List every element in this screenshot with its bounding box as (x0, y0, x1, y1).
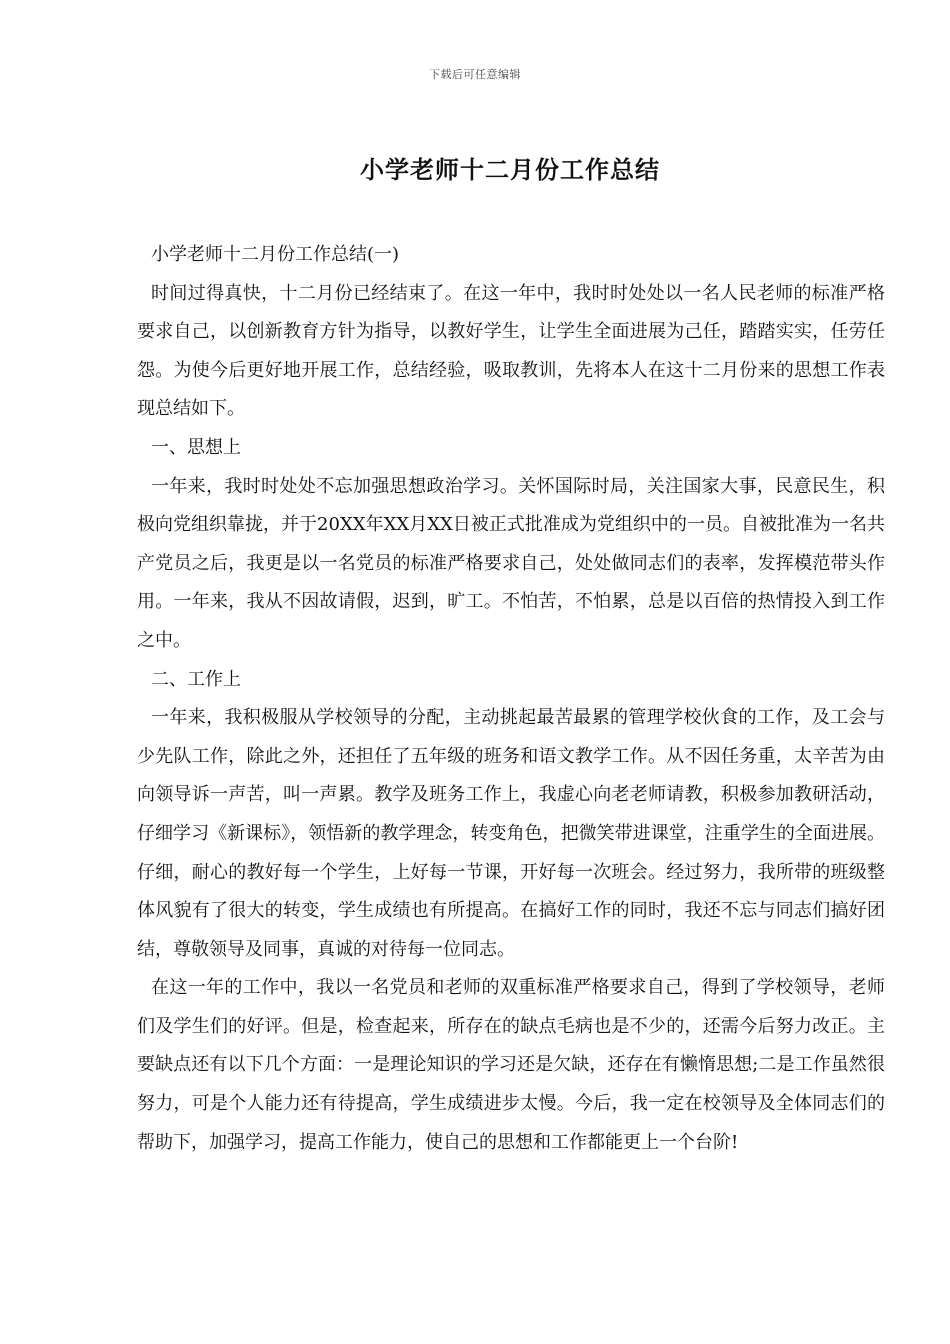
header-note: 下载后可任意编辑 (429, 68, 521, 81)
paragraph-intro: 时间过得真快，十二月份已经结束了。在这一年中，我时时处处以一名人民老师的标准严格要求自己，以创新教育方针为指导，以教好学生，让学生全面进展为己任，踏踏实实，任劳任怨。为使今后更好地开展工作，总结经验，吸取教训，先将本人在这十二月份来的思想工作表现总结如下。 (137, 282, 885, 420)
paragraph-work: 一年来，我积极服从学校领导的分配，主动挑起最苦最累的管理学校伙食的工作，及工会与少先队工作，除此之外，还担任了五年级的班务和语文教学工作。从不因任务重，太辛苦为由向领导诉一声苦，叫一声累。教学及班务工作上，我虚心向老老师请教，积极参加教研活动，仔细学习《新课标》，领悟新的教学理念，转变角色，把微笑带进课堂，注重学生的全面进展。仔细，耐心的教好每一个学生，上好每一节课，开好每一次班会。经过努力，我所带的班级整体风貌有了很大的转变，学生成绩也有所提高。在搞好工作的同时，我还不忘与同志们搞好团结，尊敬领导及同事，真诚的对待每一位同志。 (137, 707, 885, 960)
document-body (137, 236, 885, 1162)
section-heading-work: 二、工作上 (151, 668, 241, 690)
document-title: 小学老师十二月份工作总结 (360, 156, 660, 184)
paragraph-subtitle: 小学老师十二月份工作总结(一) (151, 244, 400, 265)
paragraph-conclusion: 在这一年的工作中，我以一名党员和老师的双重标准严格要求自己，得到了学校领导，老师们及学生们的好评。但是，检查起来，所存在的缺点毛病也是不少的，还需今后努力改正。主要缺点还有以下几个方面：一是理论知识的学习还是欠缺，还存在有懒惰思想;二是工作虽然很努力，可是个人能力还有待提高，学生成绩进步太慢。今后，我一定在校领导及全体同志们的帮助下，加强学习，提高工作能力，使自己的思想和工作都能更上一个台阶! (137, 977, 885, 1153)
section-heading-thought: 一、思想上 (151, 436, 241, 458)
paragraph-thought: 一年来，我时时处处不忘加强思想政治学习。关怀国际时局，关注国家大事，民意民生，积极向党组织靠拢，并于20XX年XX月XX日被正式批准成为党组织中的一员。自被批准为一名共产党员之后，我更是以一名党员的标准严格要求自己，处处做同志们的表率，发挥模范带头作用。一年来，我从不因故请假，迟到，旷工。不怕苦，不怕累，总是以百倍的热情投入到工作之中。 (137, 475, 885, 651)
